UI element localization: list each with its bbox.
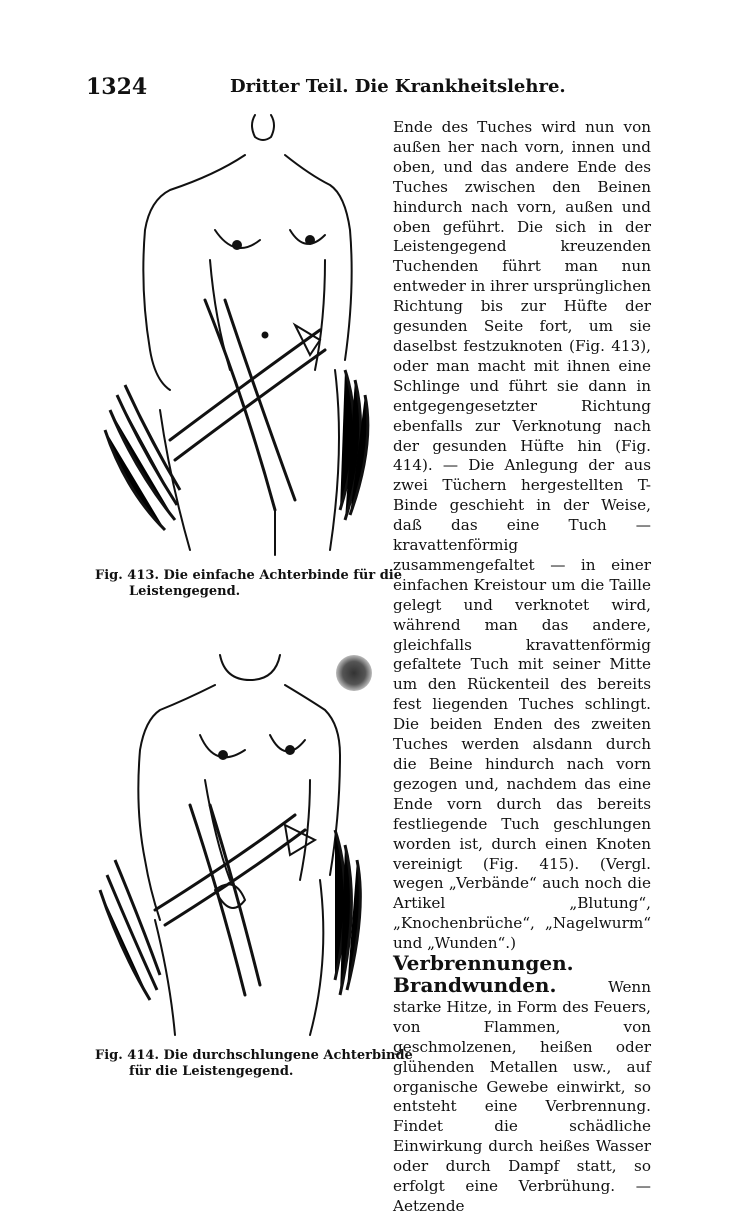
section-heading: Verbrennungen. Brandwunden. xyxy=(393,951,574,997)
section-text: Wenn starke Hitze, in Form des Feuers, von Flammen, von geschmolzenen, heißen oder glühenden Metallen usw., auf organische Gewebe einwirkt, so entsteht eine Verbrennung. Findet die schädliche Einwirkung durch heißes Wasser oder durch Dampf statt, so erfolgt eine Verbrühung. — Aetzende xyxy=(393,977,651,1215)
figure-414-caption: Fig. 414. Die durchschlungene Achterbinde für die Leistengegend. xyxy=(95,1048,413,1079)
body-text-column xyxy=(393,118,651,1217)
section-burns xyxy=(393,951,651,1217)
paragraph-bandages: Ende des Tuches wird nun von außen her nach vorn, innen und oben, und das andere Ende des Tuches zwischen den Beinen hindurch nach vorn, außen und oben geführt. Die sich in der Leistengegend kreuzenden Tuchenden führt man nun entweder in ihrer ursprünglichen Richtung bis zur Hüfte der gesunden Seite fort, um sie daselbst festzuknoten (Fig. 413), oder man macht mit ihnen eine Schlinge und führt sie dann in entgegengesetzter Richtung ebenfalls zur Verknotung nach der gesunden Hüfte hin (Fig. 414). — Die Anlegung der aus zwei Tüchern hergestellten T-Binde geschieht in der Weise, daß das eine Tuch — kravattenförmig zusammengefaltet — in einer einfachen Kreistour um die Taille gelegt und verknotet wird, während man das andere, gleichfalls kravattenförmig gefaltete Tuch mit seiner Mitte um den Rückenteil des bereits fest liegenden Tuches schlingt. Die beiden Enden des zweiten Tuches werden alsdann durch die Beine hindurch nach vorn gezogen und, nachdem das eine Ende vorn durch das bereits festliegende Tuch geschlungen worden ist, durch einen Knoten vereinigt (Fig. 415). (Vergl. wegen „Verbände“ auch noch die Artikel „Blutung“, „Knochenbrüche“, „Nagelwurm“ und „Wunden“.) xyxy=(393,118,651,953)
running-header: Dritter Teil. Die Krankheitslehre. xyxy=(230,76,566,97)
figure-413-caption: Fig. 413. Die einfache Achterbinde für die Leistengegend. xyxy=(95,568,403,599)
figure-413-illustration xyxy=(95,110,385,560)
figure-414-illustration xyxy=(95,650,385,1040)
page-number: 1324 xyxy=(86,74,148,100)
